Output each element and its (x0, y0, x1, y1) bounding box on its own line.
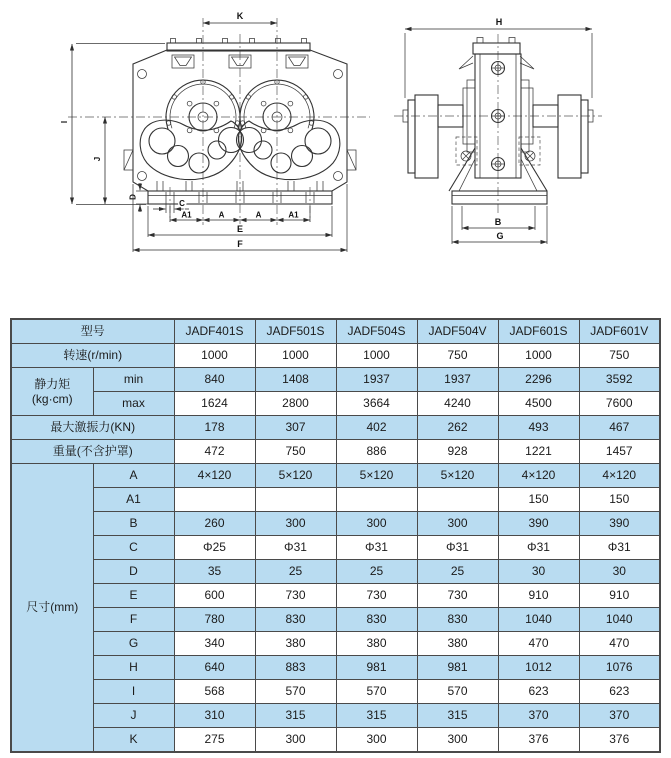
lifting-brackets (172, 55, 308, 68)
cell: 981 (417, 656, 498, 680)
cell: 390 (498, 512, 579, 536)
cell: 2296 (498, 368, 579, 392)
cell: 30 (579, 560, 660, 584)
dim-letter: K (93, 728, 174, 753)
table-row-dim-E (11, 584, 660, 608)
side-view (394, 17, 602, 244)
model-name: JADF601V (579, 319, 660, 344)
sub-label-max: max (93, 392, 174, 416)
cell: 830 (417, 608, 498, 632)
cell: 376 (579, 728, 660, 753)
cell: 300 (417, 728, 498, 753)
cell: 300 (255, 728, 336, 753)
cell: 623 (579, 680, 660, 704)
front-view (60, 11, 370, 252)
dim-letter: D (93, 560, 174, 584)
cell: 380 (336, 632, 417, 656)
cell: 493 (498, 416, 579, 440)
table-row-dim-A (11, 464, 660, 488)
cell: 300 (255, 512, 336, 536)
cell: 370 (579, 704, 660, 728)
cell: 1457 (579, 440, 660, 464)
row-label: 转速(r/min) (11, 344, 174, 368)
dim-letter: B (93, 512, 174, 536)
cell: 3592 (579, 368, 660, 392)
cell: 376 (498, 728, 579, 753)
cell: 1937 (417, 368, 498, 392)
cell: 1000 (255, 344, 336, 368)
cell: 380 (255, 632, 336, 656)
cell: 780 (174, 608, 255, 632)
dim-label-f: F (237, 239, 243, 249)
table-row-speed (11, 344, 660, 368)
dim-letter: J (93, 704, 174, 728)
dim-letter: C (93, 536, 174, 560)
model-name: JADF504V (417, 319, 498, 344)
dim-label-j: J (93, 156, 102, 162)
cell: 315 (417, 704, 498, 728)
cell: Φ31 (498, 536, 579, 560)
cell: 30 (498, 560, 579, 584)
cell: 1937 (336, 368, 417, 392)
cell (336, 488, 417, 512)
cell: 300 (417, 512, 498, 536)
cell: 2800 (255, 392, 336, 416)
cell: 928 (417, 440, 498, 464)
cell: 467 (579, 416, 660, 440)
technical-drawing (0, 6, 671, 306)
cell: 262 (417, 416, 498, 440)
cell: 570 (255, 680, 336, 704)
cell: 1000 (498, 344, 579, 368)
cell: 750 (255, 440, 336, 464)
dim-label-b: B (494, 217, 502, 227)
cell: 150 (579, 488, 660, 512)
table-row-dim-I (11, 680, 660, 704)
cell: 750 (579, 344, 660, 368)
top-bolts (171, 39, 307, 44)
cell: 981 (336, 656, 417, 680)
cell: 300 (336, 512, 417, 536)
row-label: 重量(不含护罩) (11, 440, 174, 464)
cell: 307 (255, 416, 336, 440)
dim-label-g: G (496, 231, 504, 241)
cell: 5×120 (336, 464, 417, 488)
table-row-dim-G (11, 632, 660, 656)
cell: 1408 (255, 368, 336, 392)
model-name: JADF401S (174, 319, 255, 344)
cell: 370 (498, 704, 579, 728)
table-row-dim-F (11, 608, 660, 632)
table-row-static-moment-min (11, 368, 660, 392)
cell: 623 (498, 680, 579, 704)
dim-label-a-left: A (218, 210, 225, 220)
dim-label-e: E (236, 224, 244, 234)
cell: 150 (498, 488, 579, 512)
dim-letter: A1 (93, 488, 174, 512)
cell: 730 (336, 584, 417, 608)
cell: 910 (579, 584, 660, 608)
cell: 886 (336, 440, 417, 464)
cell: 315 (255, 704, 336, 728)
cell: 178 (174, 416, 255, 440)
dim-letter: I (93, 680, 174, 704)
dim-label-k: K (236, 11, 244, 21)
cell: 300 (336, 728, 417, 753)
dim-label-a-right: A (255, 210, 262, 220)
cell: 310 (174, 704, 255, 728)
model-name: JADF504S (336, 319, 417, 344)
cell: 1040 (579, 608, 660, 632)
table-row-dim-H (11, 656, 660, 680)
cell: 472 (174, 440, 255, 464)
cell: 402 (336, 416, 417, 440)
cell: 25 (417, 560, 498, 584)
dim-label-d: D (128, 194, 138, 200)
cell: 830 (255, 608, 336, 632)
cell: Φ31 (255, 536, 336, 560)
cell: 910 (498, 584, 579, 608)
dim-letter: A (93, 464, 174, 488)
spec-table (10, 318, 661, 753)
table-row-max-force (11, 416, 660, 440)
cell: 4×120 (498, 464, 579, 488)
table-row-static-moment-max (11, 392, 660, 416)
cell: 25 (336, 560, 417, 584)
cell: 380 (417, 632, 498, 656)
cell: 568 (174, 680, 255, 704)
table-row-dim-J (11, 704, 660, 728)
table-row-dim-K (11, 728, 660, 753)
static-moment-label: 静力矩 (34, 377, 71, 392)
cell (255, 488, 336, 512)
cell: 470 (579, 632, 660, 656)
cell: 1000 (174, 344, 255, 368)
model-name: JADF601S (498, 319, 579, 344)
cell: 5×120 (255, 464, 336, 488)
cell: 275 (174, 728, 255, 753)
cell: 4×120 (174, 464, 255, 488)
cell: 883 (255, 656, 336, 680)
cell: Φ25 (174, 536, 255, 560)
cell (417, 488, 498, 512)
row-label-dimensions: 尺寸(mm) (11, 464, 93, 753)
dim-label-a1-left: A1 (181, 210, 192, 220)
dim-letter: F (93, 608, 174, 632)
cell: 750 (417, 344, 498, 368)
cell: 1076 (579, 656, 660, 680)
cell: Φ31 (417, 536, 498, 560)
cell: 4×120 (579, 464, 660, 488)
cell: Φ31 (336, 536, 417, 560)
dim-label-a1-right: A1 (288, 210, 299, 220)
cell: 570 (336, 680, 417, 704)
row-label-static-moment (11, 368, 93, 416)
cell: 4500 (498, 392, 579, 416)
cell: 1040 (498, 608, 579, 632)
table-row-dim-B (11, 512, 660, 536)
table-row-dim-A1 (11, 488, 660, 512)
cell: 640 (174, 656, 255, 680)
cell: 340 (174, 632, 255, 656)
drawing-svg (0, 6, 671, 306)
dim-label-h: H (495, 17, 503, 27)
cell: 600 (174, 584, 255, 608)
cell: 4240 (417, 392, 498, 416)
cell: 390 (579, 512, 660, 536)
cell: 470 (498, 632, 579, 656)
cell: 840 (174, 368, 255, 392)
dim-letter: H (93, 656, 174, 680)
static-moment-unit: (kg·cm) (31, 391, 73, 406)
cell: 315 (336, 704, 417, 728)
cell: 830 (336, 608, 417, 632)
table-row-weight (11, 440, 660, 464)
table-row-header (11, 319, 660, 344)
cell: 7600 (579, 392, 660, 416)
sub-label-min: min (93, 368, 174, 392)
dim-label-c: C (179, 199, 185, 208)
row-label: 最大激振力(KN) (11, 416, 174, 440)
cell: 3664 (336, 392, 417, 416)
cell: 730 (417, 584, 498, 608)
cell: 5×120 (417, 464, 498, 488)
table-row-dim-D (11, 560, 660, 584)
cell: 35 (174, 560, 255, 584)
cell: 1624 (174, 392, 255, 416)
model-header-label: 型号 (11, 319, 174, 344)
cell: 730 (255, 584, 336, 608)
cell: 25 (255, 560, 336, 584)
cell: 260 (174, 512, 255, 536)
dim-letter: E (93, 584, 174, 608)
cell: 570 (417, 680, 498, 704)
dim-letter: G (93, 632, 174, 656)
cell: Φ31 (579, 536, 660, 560)
cell (174, 488, 255, 512)
model-name: JADF501S (255, 319, 336, 344)
table-row-dim-C (11, 536, 660, 560)
cell: 1000 (336, 344, 417, 368)
cell: 1012 (498, 656, 579, 680)
spec-table-wrap (10, 318, 661, 753)
dim-label-i: I (60, 120, 69, 124)
cell: 1221 (498, 440, 579, 464)
